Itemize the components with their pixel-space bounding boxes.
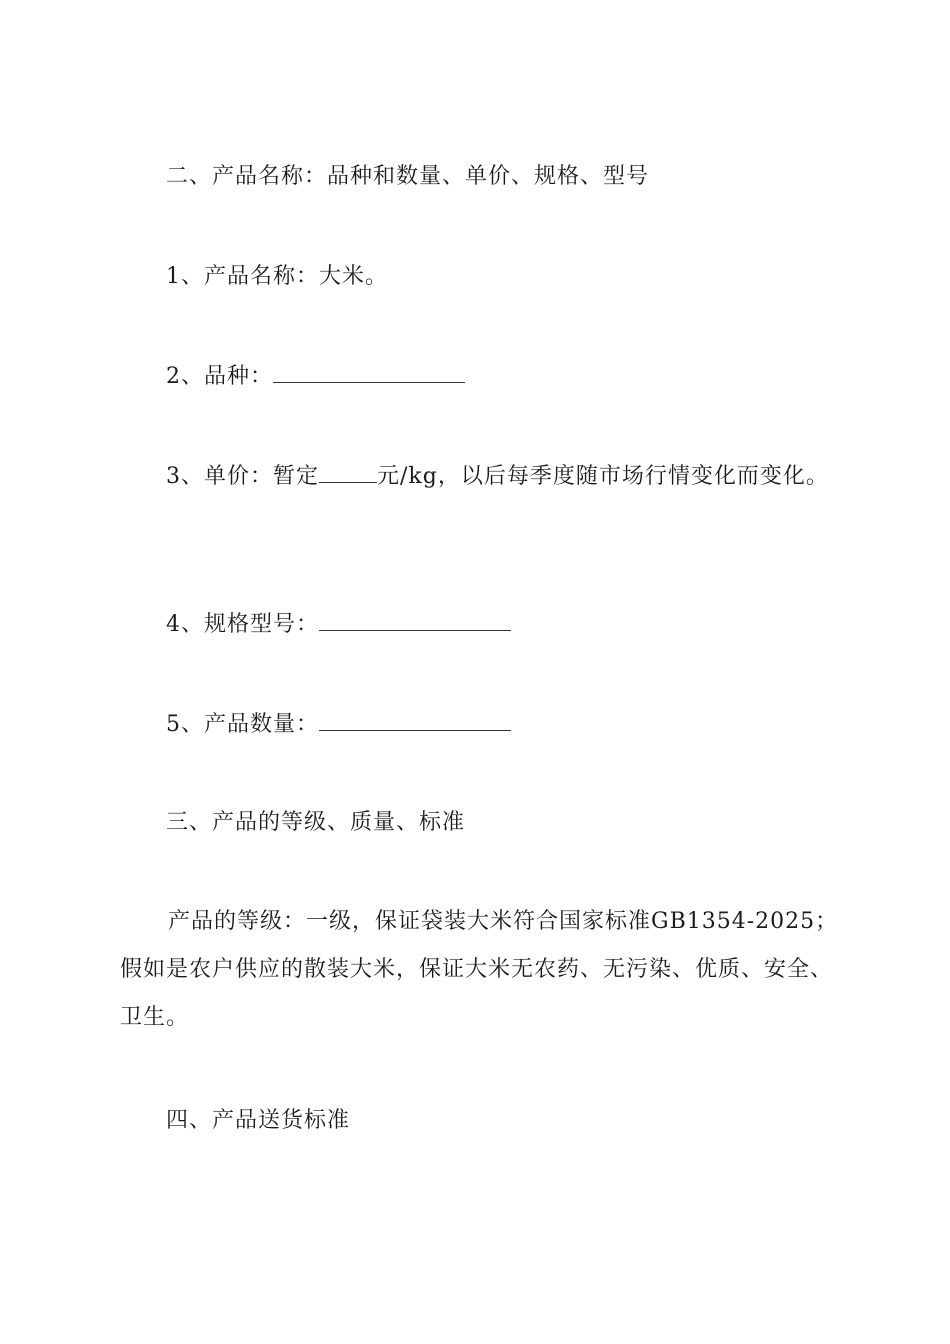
section-4-heading: 四、产品送货标准 [166, 1108, 351, 1133]
item-4-label: 4、规格型号： [166, 612, 319, 637]
price-blank-field [319, 462, 377, 483]
item-5-label: 5、产品数量： [166, 712, 319, 737]
section-3-heading: 三、产品的等级、质量、标准 [166, 810, 466, 835]
item-3-suffix: 元/kg，以后每季度随市场行情变化而变化。 [377, 464, 829, 489]
item-2-label: 2、品种： [166, 364, 273, 389]
section-2-heading: 二、产品名称：品种和数量、单价、规格、型号 [166, 164, 650, 189]
section-3-paragraph: 产品的等级：一级，保证袋装大米符合国家标准GB1354-2025；假如是农户供应的散装大米，保证大米无农药、无污染、优质、安全、卫生。 [120, 909, 839, 1030]
item-3-prefix: 3、单价：暂定 [166, 464, 319, 489]
variety-blank-field [273, 362, 465, 383]
spec-blank-field [319, 610, 511, 631]
quantity-blank-field [319, 710, 511, 731]
item-5-quantity [166, 710, 511, 740]
item-3-unit-price [166, 462, 829, 492]
item-1-product-name: 1、产品名称：大米。 [166, 264, 388, 289]
item-2-variety [166, 362, 465, 392]
item-4-spec-model [166, 610, 511, 640]
